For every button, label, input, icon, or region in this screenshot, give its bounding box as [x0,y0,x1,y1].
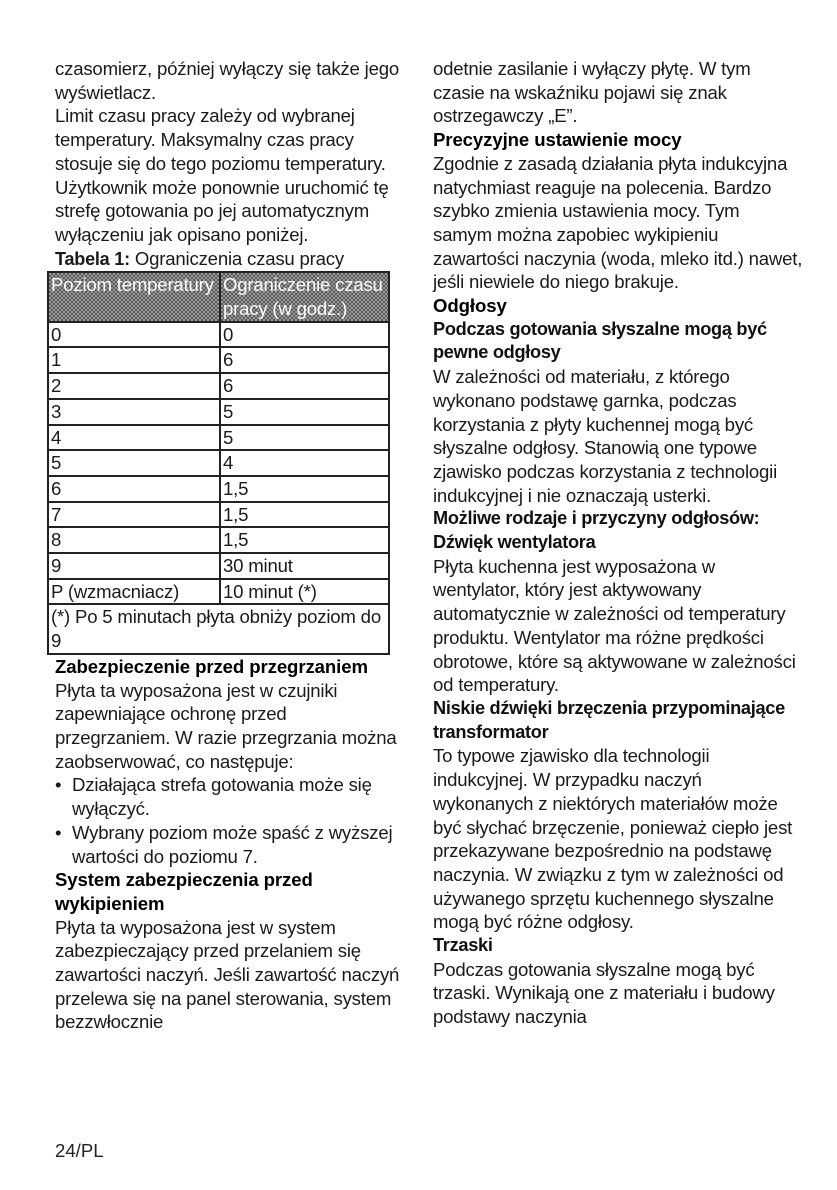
section-heading-precise-power: Precyzyjne ustawienie mocy [433,129,682,151]
cell-limit: 1,5 [220,527,389,553]
fan-noise-heading: Dźwięk wentylatora [433,532,596,553]
cell-limit: 1,5 [220,502,389,528]
noises-body: W zależności od materiału, z którego wykonano podstawę garnka, podczas korzystania z płyty kuchennej mogą być słyszalne odgłosy. Stanowią one typowe zjawisko podczas korzystania z technologii indukcyjnej i nie oznaczają usterki. [433,366,778,506]
cell-level: 6 [48,476,220,502]
cell-level: 9 [48,553,220,579]
section-heading-noises: Odgłosy [433,295,507,317]
table-header-row [48,272,389,321]
table-row [48,476,389,502]
right-column [433,57,803,1029]
cell-limit: 5 [220,399,389,425]
bullet-icon: • [55,821,62,843]
table-row [48,373,389,399]
table-footnote-row [48,604,389,653]
table-footnote: (*) Po 5 minutach płyta obniży poziom do 9 [48,604,389,653]
buzz-noise-body: To typowe zjawisko dla technologii indukcyjnej. W przypadku naczyń wykonanych z niektórych materiałów może być słychać brzęczenie, ponieważ ciepło jest przekazywane bezpośrednio na podstawę naczynia. W związku z tym w zależności od używanego sprzętu kuchennego słyszalne mogą być różne odgłosy. [433,745,793,933]
cell-level: 1 [48,347,220,373]
continuation-paragraph: odetnie zasilanie i wyłączy płytę. W tym czasie na wskaźniku pojawi się znak ostrzegawczy „E”. [433,58,751,127]
intro-paragraph: czasomierz, później wyłączy się także jego wyświetlacz. [55,58,399,103]
noise-types-heading: Możliwe rodzaje i przyczyny odgłosów: [433,508,760,529]
table-caption [55,247,400,272]
cell-level: 5 [48,450,220,476]
cell-level: 0 [48,322,220,348]
bullet-icon: • [55,774,62,796]
table-caption-label: Tabela 1: [55,248,130,269]
section-heading-boilover-protection: System zabezpieczenia przed wykipieniem [55,869,313,914]
operating-time-limits-table [47,271,390,655]
intro-paragraph: Limit czasu pracy zależy od wybranej temperatury. Maksymalny czas pracy stosuje się do tego poziomu temperatury. [55,105,386,174]
section-heading-overheat-protection: Zabezpieczenie przed przegrzaniem [55,655,368,677]
intro-paragraph: Użytkownik może ponownie uruchomić tę strefę gotowania po jej automatycznym wyłączeniu jak opisano poniżej. [55,176,389,245]
table-row [48,399,389,425]
table-row [48,502,389,528]
list-item [55,773,400,820]
cell-level: P (wzmacniacz) [48,579,220,605]
page-number: 24/PL [55,1140,104,1161]
table-row [48,347,389,373]
cell-limit: 5 [220,425,389,451]
table-row [48,527,389,553]
cell-limit: 10 minut (*) [220,579,389,605]
cell-limit: 30 minut [220,553,389,579]
cell-limit: 6 [220,347,389,373]
table-row [48,322,389,348]
cell-limit: 1,5 [220,476,389,502]
table-row [48,425,389,451]
boilover-body: Płyta ta wyposażona jest w system zabezpieczający przed przelaniem się zawartości naczyń. Jeśli zawartość naczyń przelewa się na panel sterowania, system bezzwłocznie [55,916,400,1033]
cell-level: 8 [48,527,220,553]
noises-subheading: Podczas gotowania słyszalne mogą być pewne odgłosy [433,318,767,363]
table-caption-text: Ograniczenia czasu pracy [129,247,345,269]
table-row [48,553,389,579]
cell-limit: 4 [220,450,389,476]
cell-limit: 0 [220,322,389,348]
cell-level: 4 [48,425,220,451]
overheat-bullet-list [55,773,400,868]
cell-level: 2 [48,373,220,399]
precise-power-body: Zgodnie z zasadą działania płyta indukcyjna natychmiast reaguje na polecenia. Bardzo szybko zmienia ustawienia mocy. Tym samym można zapobiec wykipieniu zawartości naczynia (woda, mleko itd.) nawet, jeśli niewiele do niego brakuje. [433,152,803,293]
list-item [55,821,400,868]
cell-level: 7 [48,502,220,528]
table-row [48,450,389,476]
overheat-body: Płyta ta wyposażona jest w czujniki zapewniające ochronę przed przegrzaniem. W razie przegrzania można zaobserwować, co następuje: [55,679,397,772]
crackle-noise-body: Podczas gotowania słyszalne mogą być trzaski. Wynikają one z materiału i budowy podstawy naczynia [433,958,775,1028]
left-column [51,57,400,1034]
table-row [48,579,389,605]
cell-limit: 6 [220,373,389,399]
column-header-time-limit: Ograniczenie czasu pracy (w godz.) [220,272,389,321]
list-item-text: Wybrany poziom może spaść z wyższej wartości do poziomu 7. [72,821,393,867]
fan-noise-body: Płyta kuchenna jest wyposażona w wentylator, który jest aktywowany automatycznie w zależności od temperatury produktu. Wentylator ma różne prędkości obrotowe, które są aktywowane w zależności od temperatury. [433,555,796,696]
list-item-text: Działająca strefa gotowania może się wyłączyć. [72,774,372,820]
buzz-noise-heading: Niskie dźwięki brzęczenia przypominające transformator [433,697,785,742]
crackle-noise-heading: Trzaski [433,935,493,956]
cell-level: 3 [48,399,220,425]
column-header-temperature-level: Poziom temperatury [48,272,220,321]
